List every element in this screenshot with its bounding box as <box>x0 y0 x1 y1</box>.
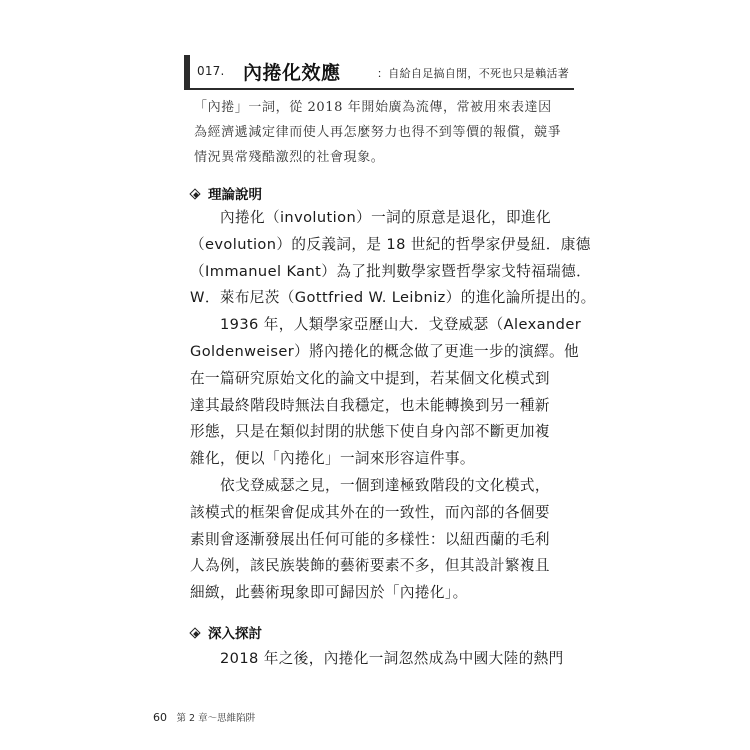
section-header <box>184 55 584 89</box>
body-line: （evolution）的反義詞，是 18 世紀的哲學家伊曼紐．康德 <box>190 235 591 253</box>
subhead-theory <box>190 183 262 203</box>
body-line: Goldenweiser）將內捲化的概念做了更進一步的演繹。他 <box>190 342 580 360</box>
intro-line: 情況異常殘酷激烈的社會現象。 <box>194 150 385 165</box>
header-underline <box>184 88 574 90</box>
chapter-label: 第 2 章～思維陷阱 <box>176 713 256 724</box>
body-line: 雜化，便以「內捲化」一詞來形容這件事。 <box>190 450 475 468</box>
body-line: W．萊布尼茨（Gottfried W. Leibniz）的進化論所提出的。 <box>190 289 596 307</box>
section-subtitle: ：自給自足搞自閉，不死也只是賴活著 <box>377 67 570 80</box>
body-line: 細緻，此藝術現象即可歸因於「內捲化」。 <box>190 584 468 602</box>
subhead-discussion <box>190 622 262 642</box>
body-line: 形態，只是在類似封閉的狀態下使自身內部不斷更加複 <box>190 423 550 441</box>
body-line: 內捲化（involution）一詞的原意是退化，即進化 <box>190 209 552 226</box>
section-number: 017. <box>197 64 225 78</box>
diamond-bullet-icon <box>190 189 201 200</box>
body-line: 達其最終階段時無法自我穩定，也未能轉換到另一種新 <box>190 396 550 414</box>
body-line: 在一篇研究原始文化的論文中提到，若某個文化模式到 <box>190 369 550 387</box>
body-line: 人為例，該民族裝飾的藝術要素不多，但其設計繁複且 <box>190 557 550 575</box>
subhead-label: 理論說明 <box>208 187 262 203</box>
diamond-bullet-icon <box>190 628 201 639</box>
header-accent-bar <box>184 55 190 89</box>
body-line: 2018 年之後，內捲化一詞忽然成為中國大陸的熱門 <box>190 650 564 667</box>
section-title: 內捲化效應 <box>243 62 341 84</box>
page-number: 60 <box>153 711 167 724</box>
theory-body <box>190 205 596 607</box>
body-line: 素則會逐漸發展出任何可能的多樣性：以紐西蘭的毛利 <box>190 530 550 548</box>
body-line: 1936 年，人類學家亞歷山大．戈登威瑟（Alexander <box>190 316 582 334</box>
intro-line: 「內捲」一詞，從 2018 年開始廣為流傳，常被用來表達因 <box>194 100 552 115</box>
body-line: 依戈登威瑟之見，一個到達極致階段的文化模式， <box>190 476 550 494</box>
subhead-label: 深入探討 <box>208 626 262 642</box>
intro-paragraph <box>194 95 564 170</box>
discussion-body <box>190 646 570 673</box>
intro-line: 為經濟遞減定律而使人再怎麼努力也得不到等價的報償，競爭 <box>194 125 562 140</box>
page-footer <box>153 710 255 724</box>
body-line: 該模式的框架會促成其外在的一致性，而內部的各個要 <box>190 503 550 521</box>
body-line: （Immanuel Kant）為了批判數學家暨哲學家戈特福瑞德． <box>190 262 592 280</box>
